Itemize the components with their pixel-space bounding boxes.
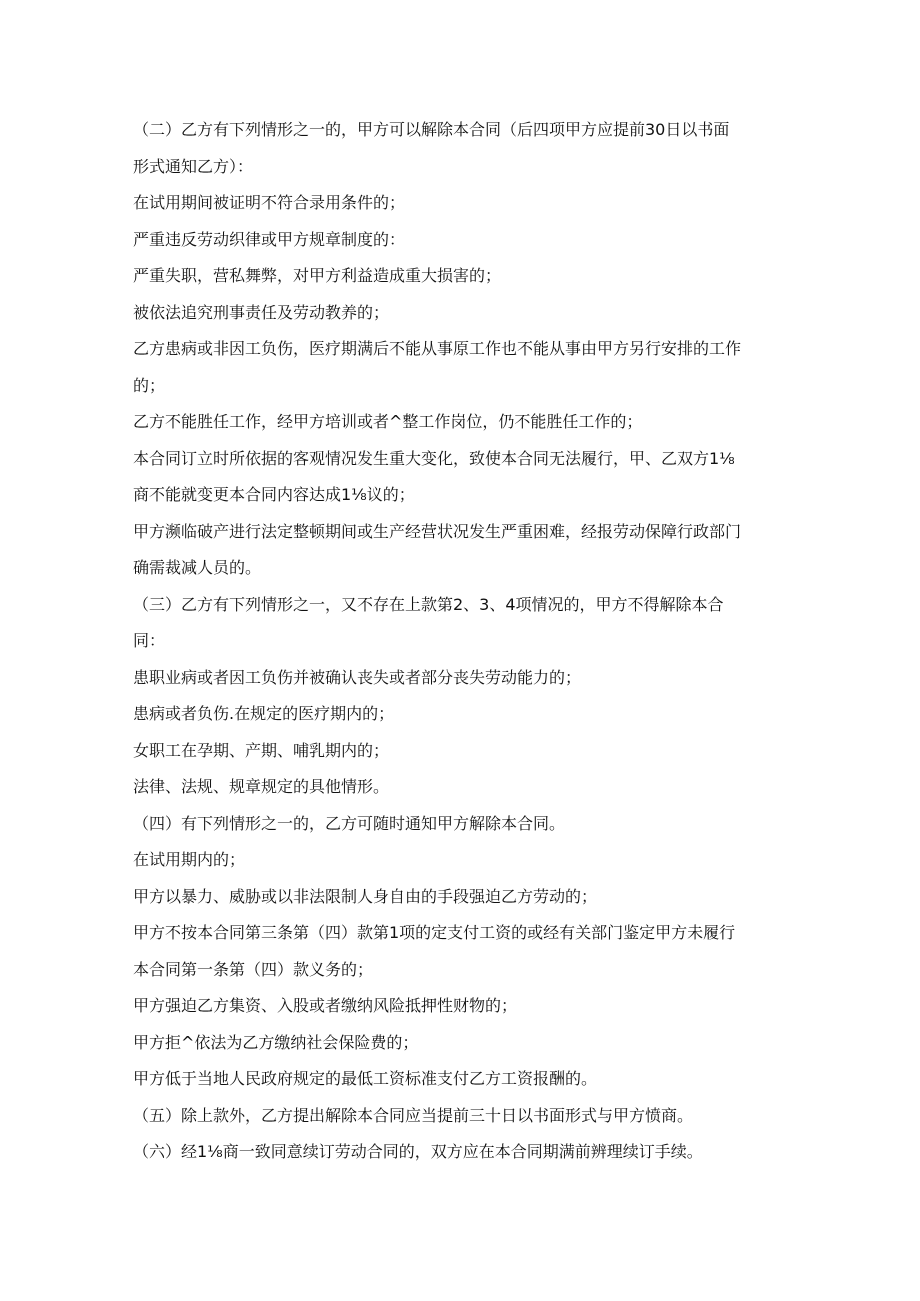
paragraph-line: 在试用期间被证明不符合录用条件的；: [133, 193, 406, 212]
paragraph-line: 甲方强迫乙方集资、入股或者缴纳风险抵押性财物的；: [133, 996, 518, 1015]
paragraph-line: （五）除上款外，乙方提出解除本合同应当提前三十日以书面形式与甲方愤商。: [133, 1105, 694, 1125]
paragraph-line: 甲方濒临破产进行法定整顿期间或生产经营状况发生严重困难，经报劳动保障行政部门: [133, 521, 742, 541]
paragraph-line: 甲方低于当地人民政府规定的最低工资标准支付乙方工资报酬的。: [133, 1069, 598, 1088]
paragraph-line: 同：: [133, 631, 166, 650]
paragraph-line: 被依法追究刑事责任及劳动教养的；: [133, 302, 390, 322]
paragraph-line: 女职工在孕期、产期、哺乳期内的；: [133, 740, 390, 760]
paragraph-line: （四）有下列情形之一的，乙方可随时通知甲方解除本合同。: [133, 813, 566, 833]
paragraph-line: 甲方不按本合同第三条第（四）款第1项的定支付工资的或经有关部门鉴定甲方未履行: [133, 923, 736, 942]
paragraph-line: （二）乙方有下列情形之一的，甲方可以解除本合同（后四项甲方应提前30日以书面: [133, 120, 730, 139]
paragraph-line: 形式通知乙方）：: [133, 156, 254, 176]
paragraph-line: 乙方患病或非因工负伤，医疗期满后不能从事原工作也不能从事由甲方另行安排的工作: [133, 339, 742, 358]
paragraph-line: 严重违反劳动织律或甲方规章制度的：: [133, 229, 406, 249]
paragraph-line: 严重失职，营私舞弊，对甲方利益造成重大损害的；: [133, 266, 502, 285]
paragraph-line: 确需裁减人员的。: [133, 558, 262, 577]
paragraph-line: 法律、法规、规章规定的具他情形。: [133, 777, 390, 796]
paragraph-line: 本合同第一条第（四）款义务的；: [133, 959, 374, 979]
paragraph-line: 的；: [133, 375, 166, 395]
document-body: [133, 112, 793, 1171]
paragraph-line: 患病或者负伤.在规定的医疗期内的；: [133, 704, 395, 723]
paragraph-line: 乙方不能胜任工作，经甲方培训或者^整工作岗位，仍不能胜任工作的；: [133, 412, 643, 431]
paragraph-line: 在试用期内的；: [133, 850, 246, 869]
paragraph-line: 患职业病或者因工负伤并被确认丧失或者部分丧失劳动能力的；: [133, 667, 582, 687]
paragraph-line: 本合同订立时所依据的客观情况发生重大变化，致使本合同无法履行，甲、乙双方1⅛: [133, 448, 735, 468]
paragraph-line: 甲方以暴力、威胁或以非法限制人身自由的手段强迫乙方劳动的；: [133, 886, 598, 906]
paragraph-line: （三）乙方有下列情形之一，又不存在上款第2、3、4项情况的，甲方不得解除本合: [133, 594, 724, 614]
paragraph-line: （六）经1⅛商一致同意续订劳动合同的，双方应在本合同期满前辨理续订手续。: [133, 1142, 703, 1161]
paragraph-line: 商不能就变更本合同内容达成1⅛议的；: [133, 485, 415, 504]
paragraph-line: 甲方拒^依法为乙方缴纳社会保险费的；: [133, 1032, 419, 1052]
